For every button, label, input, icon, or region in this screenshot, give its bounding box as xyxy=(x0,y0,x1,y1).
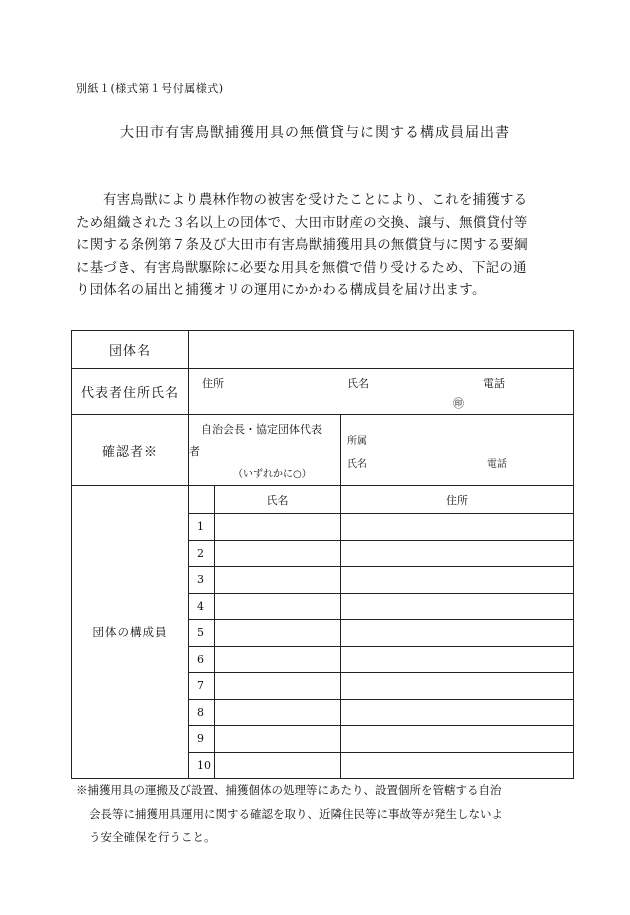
member-address-field[interactable] xyxy=(341,514,574,541)
member-address-field[interactable] xyxy=(341,726,574,753)
row-number: 4 xyxy=(189,593,215,620)
rep-phone-label: 電話 xyxy=(483,377,505,390)
row-number: 3 xyxy=(189,567,215,594)
member-address-header: 住所 xyxy=(341,486,574,514)
member-address-field[interactable] xyxy=(341,540,574,567)
member-name-field[interactable] xyxy=(215,673,341,700)
confirmer-type-line2: 者 xyxy=(189,445,200,458)
body-line: に基づき、有害鳥獣駆除に必要な用具を無償で借り受けるため、下記の通 xyxy=(76,260,527,276)
number-header-cell xyxy=(189,486,215,514)
confirmer-row xyxy=(72,415,574,486)
seal-mark: ㊞ xyxy=(453,397,464,410)
confirmer-type-line1: 自治会長・協定団体代表 xyxy=(201,423,322,436)
member-name-field[interactable] xyxy=(215,514,341,541)
member-name-field[interactable] xyxy=(215,699,341,726)
body-line: り団体名の届出と捕獲オリの運用にかかわる構成員を届け出ます。 xyxy=(76,283,486,298)
member-header-row xyxy=(72,486,574,514)
member-address-field[interactable] xyxy=(341,646,574,673)
member-address-field[interactable] xyxy=(341,699,574,726)
representative-field[interactable] xyxy=(189,369,574,415)
member-name-field[interactable] xyxy=(215,646,341,673)
row-number: 7 xyxy=(189,673,215,700)
member-name-header: 氏名 xyxy=(215,486,341,514)
body-paragraph xyxy=(76,190,576,303)
affiliation-label: 所属 xyxy=(347,436,367,447)
row-number: 5 xyxy=(189,620,215,647)
note-line: う安全確保を行うこと。 xyxy=(89,830,216,844)
member-form-table xyxy=(71,330,574,779)
rep-address-label: 住所 xyxy=(202,377,224,390)
member-name-field[interactable] xyxy=(215,752,341,779)
confirmer-label: 確認者※ xyxy=(72,415,189,486)
representative-row xyxy=(72,369,574,415)
footnote xyxy=(76,779,576,850)
member-name-field[interactable] xyxy=(215,540,341,567)
member-name-field[interactable] xyxy=(215,567,341,594)
rep-name-label: 氏名 xyxy=(347,377,369,390)
representative-label: 代表者住所氏名 xyxy=(72,369,189,415)
form-reference: 別紙１(様式第１号付属様式) xyxy=(76,82,224,95)
confirmer-name-label: 氏名 xyxy=(347,459,367,470)
body-line: に関する条例第７条及び大田市有害鳥獣捕獲用具の無償貸与に関する要綱 xyxy=(76,238,528,253)
members-label: 団体の構成員 xyxy=(72,486,189,779)
confirmer-type-cell[interactable] xyxy=(189,415,341,486)
row-number: 2 xyxy=(189,540,215,567)
note-line: 会長等に捕獲用具運用に関する確認を取り、近隣住民等に事故等が発生しないよ xyxy=(89,806,503,821)
group-name-label: 団体名 xyxy=(72,331,189,369)
member-name-field[interactable] xyxy=(215,593,341,620)
group-name-row xyxy=(72,331,574,369)
member-address-field[interactable] xyxy=(341,620,574,647)
row-number: 6 xyxy=(189,646,215,673)
member-address-field[interactable] xyxy=(341,673,574,700)
row-number: 8 xyxy=(189,699,215,726)
member-address-field[interactable] xyxy=(341,752,574,779)
body-line: 有害鳥獣により農林作物の被害を受けたことにより、これを捕獲する xyxy=(103,193,528,208)
confirmer-phone-label: 電話 xyxy=(487,459,507,470)
member-address-field[interactable] xyxy=(341,567,574,594)
row-number: 9 xyxy=(189,726,215,753)
confirmer-info-cell[interactable] xyxy=(341,415,574,486)
document-title: 大田市有害鳥獣捕獲用具の無償貸与に関する構成員届出書 xyxy=(120,125,510,141)
group-name-field[interactable] xyxy=(189,331,574,369)
member-name-field[interactable] xyxy=(215,620,341,647)
row-number: 10 xyxy=(189,752,215,779)
member-address-field[interactable] xyxy=(341,593,574,620)
member-name-field[interactable] xyxy=(215,726,341,753)
note-line: ※捕獲用具の運搬及び設置、捕獲個体の処理等にあたり、設置個所を管轄する自治 xyxy=(76,783,502,797)
row-number: 1 xyxy=(189,514,215,541)
body-line: ため組織された３名以上の団体で、大田市財産の交換、譲与、無償貸付等 xyxy=(76,215,528,231)
confirmer-choice-hint: （いずれかに○） xyxy=(233,469,312,480)
